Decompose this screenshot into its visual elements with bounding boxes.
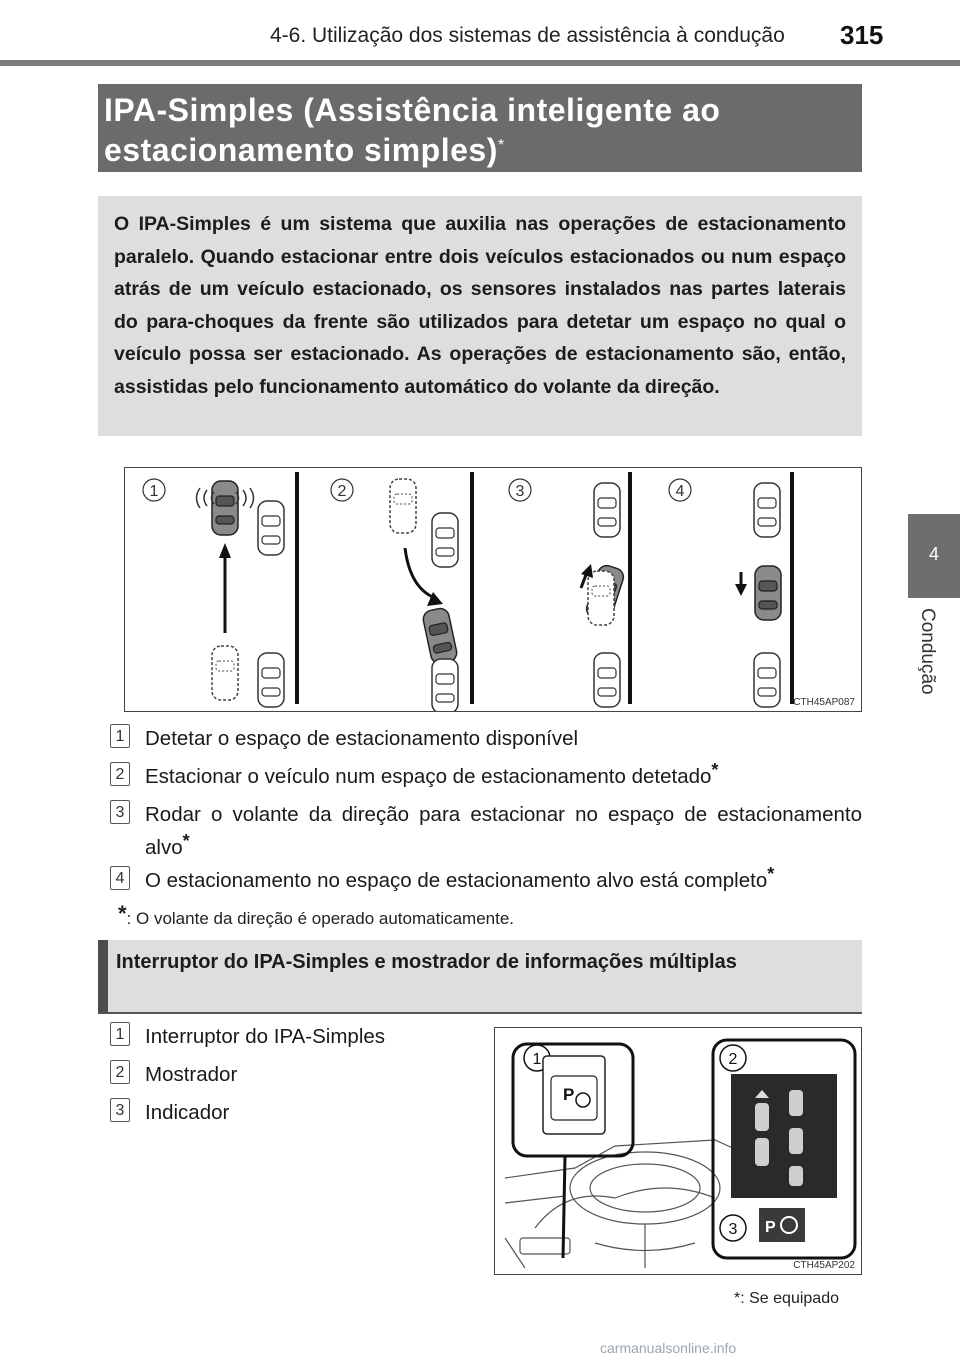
step-marker-2-label: 2	[337, 483, 347, 500]
list-item	[110, 1058, 470, 1091]
step-marker-1-label: 1	[149, 483, 159, 500]
equipment-note-text: : Se equipado	[740, 1290, 839, 1307]
parking-steps-illustration	[125, 468, 861, 711]
footnote	[118, 901, 515, 930]
dashboard-illustration	[495, 1028, 861, 1274]
footnote-asterisk: *	[118, 901, 127, 926]
step-number: 2	[110, 762, 130, 786]
list-item	[110, 864, 862, 897]
callout-1-label: 1	[532, 1051, 542, 1068]
intro-box	[98, 196, 862, 436]
step-text: Estacionar o veículo num espaço de estacionamento detetado	[145, 765, 712, 788]
step-text: O estacionamento no espaço de estacionamento alvo está completo	[145, 869, 768, 892]
step-asterisk: *	[182, 831, 190, 851]
list-item	[110, 798, 862, 864]
component-number: 1	[110, 1022, 130, 1046]
step-number: 3	[110, 800, 130, 824]
step-marker-3-label: 3	[515, 483, 525, 500]
component-text: Mostrador	[145, 1063, 238, 1086]
step-number: 4	[110, 866, 130, 890]
parking-steps-figure	[124, 467, 862, 712]
header-rule	[0, 60, 960, 66]
callout-2-label: 2	[728, 1051, 738, 1068]
section-heading: 4-6. Utilização dos sistemas de assistência à condução	[270, 24, 785, 47]
watermark: carmanualsonline.info	[600, 1340, 737, 1356]
page-title-text: IPA-Simples (Assistência inteligente ao estacionamento simples)	[104, 92, 721, 168]
figure-code: CTH45AP087	[793, 697, 855, 708]
page-number: 315	[840, 20, 884, 50]
chapter-label: Condução	[917, 608, 938, 695]
dashboard-figure	[494, 1027, 862, 1275]
list-item	[110, 1096, 470, 1129]
subsection-title: Interruptor do IPA-Simples e mostrador de informações múltiplas	[116, 951, 737, 973]
step-asterisk: *	[711, 760, 719, 780]
footnote-text: : O volante da direção é operado automaticamente.	[126, 909, 515, 928]
list-item	[110, 1020, 470, 1053]
component-text: Indicador	[145, 1101, 230, 1124]
component-number: 3	[110, 1098, 130, 1122]
list-item	[110, 760, 862, 793]
intro-text: O IPA-Simples é um sistema que auxilia nas operações de estacionamento paralelo. Quando estacionar entre dois veículos estacionados ou num espaço atrás de um veículo estacionado, os sensores instalados nas partes laterais do para-choques da frente são utilizados para detetar um espaço no qual o veículo possa ser estacionado. As operações de estacionamento são, então, assistidas pelo funcionamento automático do volante da direção.	[114, 213, 846, 398]
component-number: 2	[110, 1060, 130, 1084]
step-marker-4-label: 4	[675, 483, 685, 500]
chapter-tab	[908, 514, 960, 598]
equipment-note-asterisk: *	[734, 1290, 741, 1307]
step-number: 1	[110, 724, 130, 748]
indicator-label: P	[765, 1219, 776, 1236]
subsection-banner	[98, 940, 862, 1014]
list-item	[110, 722, 862, 755]
title-asterisk: *	[497, 137, 505, 154]
switch-label: P	[563, 1085, 575, 1104]
step-text: Rodar o volante da direção para estacionar no espaço de estacionamento alvo	[145, 803, 862, 859]
component-text: Interruptor do IPA-Simples	[145, 1025, 386, 1048]
step-asterisk: *	[767, 864, 775, 884]
page-title	[104, 90, 852, 170]
step-text: Detetar o espaço de estacionamento disponível	[145, 727, 579, 750]
figure-code: CTH45AP202	[793, 1260, 855, 1271]
equipment-note	[734, 1290, 839, 1308]
chapter-number: 4	[928, 544, 939, 564]
title-banner	[98, 84, 862, 172]
callout-3-label: 3	[728, 1221, 738, 1238]
